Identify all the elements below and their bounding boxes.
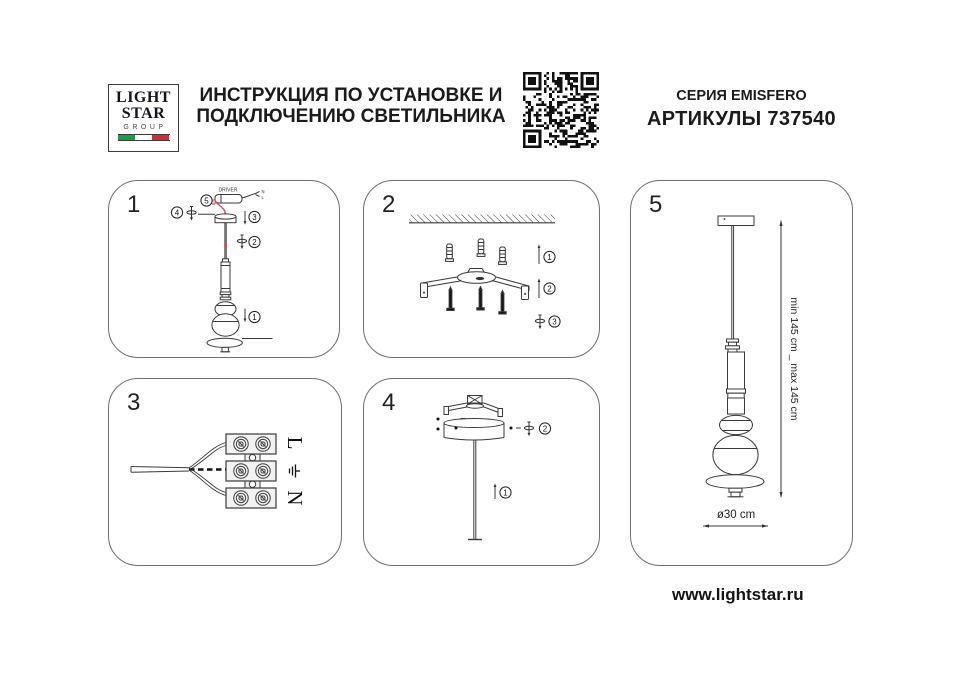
step-marker-1 <box>494 483 511 499</box>
panel-step-1 <box>108 180 340 358</box>
svg-text:1: 1 <box>547 252 552 262</box>
logo-star: STAR <box>121 105 166 122</box>
step-marker-2 <box>516 422 551 436</box>
diffuser-disc <box>207 338 273 352</box>
terminal-screw <box>256 437 270 451</box>
terminal-screw <box>256 464 270 478</box>
terminal-screw <box>234 491 248 505</box>
small-glass-bulb <box>720 415 753 434</box>
label-neutral: N <box>283 490 308 506</box>
height-dimension-label: min 145 cm _ max 145 cm <box>788 297 800 421</box>
panel-2-number: 2 <box>382 191 396 218</box>
terminal-screw <box>234 437 248 451</box>
qr-code <box>523 72 599 148</box>
italian-flag-bar <box>118 134 170 141</box>
diameter-dimension-label: ø30 cm <box>716 509 756 521</box>
canopy-mounting-diagram <box>364 379 601 567</box>
svg-text:L: L <box>261 195 264 200</box>
step-marker-1 <box>244 309 260 323</box>
final-dimensions-diagram <box>631 181 854 567</box>
screw <box>499 291 506 315</box>
red-connector <box>224 243 227 247</box>
title-line-1: ИНСТРУКЦИЯ ПО УСТАНОВКЕ И <box>199 85 503 106</box>
svg-text:1: 1 <box>503 488 508 498</box>
diffuser-disc <box>706 475 764 497</box>
panel-4-number: 4 <box>382 389 396 416</box>
title-line-2: ПОДКЛЮЧЕНИЮ СВЕТИЛЬНИКА <box>196 106 506 127</box>
series-block <box>630 88 853 131</box>
article-number: АРТИКУЛЫ 737540 <box>647 108 836 130</box>
panel-step-5 <box>630 180 853 566</box>
step-marker-5 <box>201 195 212 206</box>
terminal-labels <box>283 437 307 506</box>
suspension-rod <box>224 223 227 262</box>
large-glass-bulb <box>713 435 758 474</box>
ceiling-plate <box>718 216 754 226</box>
panel-step-3 <box>108 378 342 566</box>
mounting-screws <box>447 287 506 315</box>
split-wires <box>189 443 226 496</box>
svg-text:2: 2 <box>542 424 548 434</box>
lightstar-logo <box>108 84 179 152</box>
terminal-screw <box>256 491 270 505</box>
diameter-dimension <box>703 509 768 528</box>
step-marker-3 <box>244 211 260 225</box>
screw-rotate-icon <box>237 235 246 249</box>
supply-cable <box>131 467 189 473</box>
canopy <box>444 419 504 441</box>
svg-text:DRIVER: DRIVER <box>218 187 238 194</box>
screw-rotate-icon <box>535 315 544 329</box>
svg-text:4: 4 <box>174 208 180 218</box>
panel-5-number: 5 <box>649 191 663 218</box>
mounting-bracket-side <box>444 396 503 417</box>
page-title <box>186 85 516 127</box>
series-name: СЕРИЯ EMISFERO <box>676 88 807 104</box>
wiring-diagram <box>109 379 343 567</box>
screw <box>447 287 454 311</box>
label-live: L <box>283 436 308 450</box>
panel-step-2 <box>363 180 600 358</box>
logo-group: GROUP <box>123 124 167 131</box>
terminal-screw <box>234 464 248 478</box>
driver-box <box>215 188 265 204</box>
mounting-bracket <box>421 269 530 300</box>
wall-anchor <box>499 247 507 264</box>
wall-anchor <box>477 239 485 256</box>
screw <box>477 287 484 311</box>
svg-text:2: 2 <box>547 284 552 294</box>
terminal-block <box>226 434 276 508</box>
panel-3-number: 3 <box>127 389 141 416</box>
suspension-rod <box>468 440 482 540</box>
website-url: www.lightstar.ru <box>672 585 804 604</box>
wall-anchors <box>446 239 507 264</box>
step-marker-2 <box>237 235 260 249</box>
svg-text:5: 5 <box>204 196 209 206</box>
svg-text:3: 3 <box>252 212 257 222</box>
pendant-assembly-diagram <box>109 181 341 359</box>
panel-1-number: 1 <box>127 191 141 218</box>
screw-rotate-icon <box>524 422 533 436</box>
wall-anchor <box>446 244 454 261</box>
lamp-body <box>212 259 239 336</box>
step-marker-4 <box>171 207 215 221</box>
canopy <box>215 214 236 223</box>
svg-text:3: 3 <box>552 317 557 327</box>
earth-symbol <box>290 465 301 478</box>
ceiling-hatch <box>409 215 555 223</box>
step-marker-2 <box>538 278 556 298</box>
svg-text:1: 1 <box>252 312 257 322</box>
panel-step-4 <box>363 378 600 566</box>
suspension-rod <box>732 226 734 340</box>
screw-rotate-icon <box>187 207 196 221</box>
step-marker-3 <box>535 315 560 329</box>
height-dimension <box>780 220 801 498</box>
ceiling-mount-diagram <box>364 181 601 359</box>
logo-light: LIGHT <box>116 89 171 106</box>
large-glass-bulb <box>212 314 239 336</box>
lamp-body <box>713 339 758 475</box>
svg-text:N: N <box>261 189 265 194</box>
svg-text:2: 2 <box>252 237 257 247</box>
step-marker-1 <box>538 244 556 264</box>
